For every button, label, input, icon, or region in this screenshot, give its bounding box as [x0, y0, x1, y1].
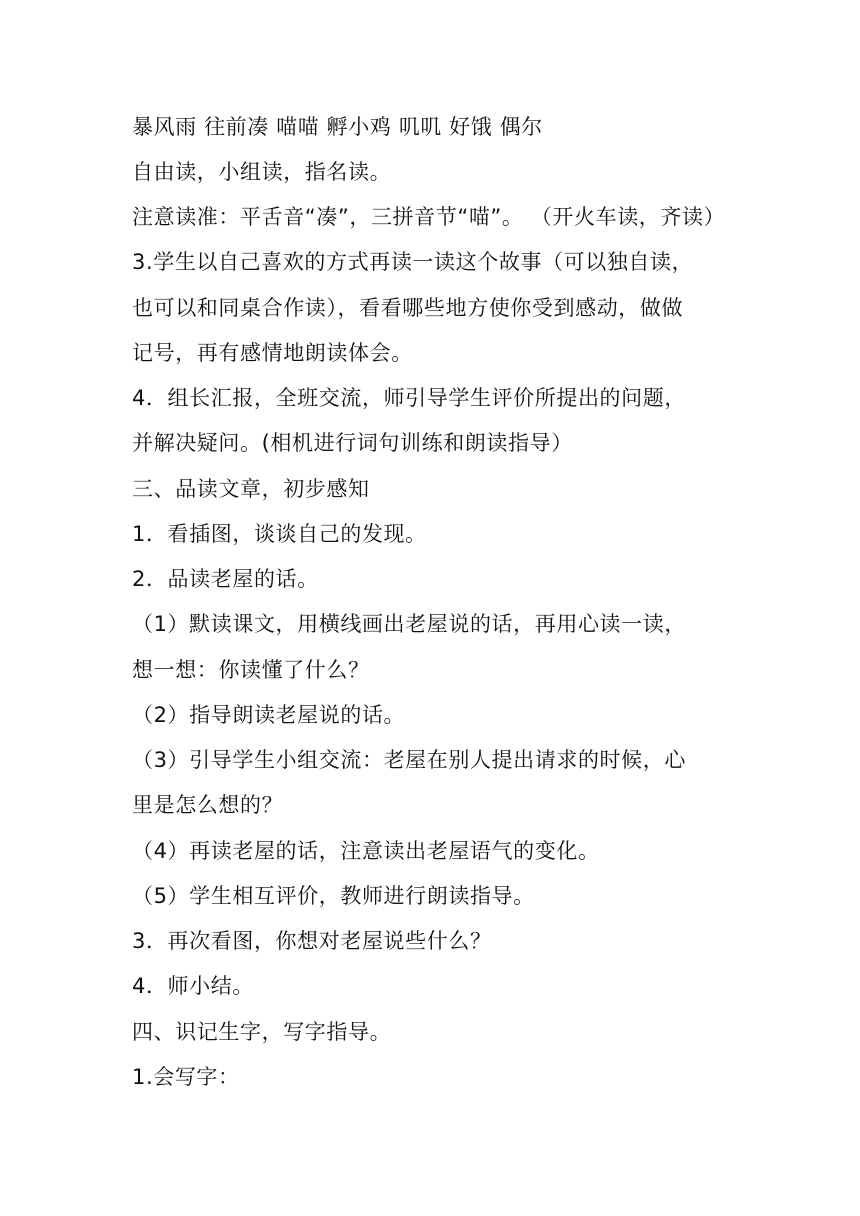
- sub-item-1-line-2: 想一想：你读懂了什么？: [132, 658, 370, 682]
- step-3-line-1: 3.学生以自己喜欢的方式再读一读这个故事（可以独自读，: [132, 250, 694, 274]
- reading-methods-line: 自由读，小组读，指名读。: [132, 160, 392, 184]
- step-4-line-2: 并解决疑问。(相机进行词句训练和朗读指导）: [132, 431, 573, 455]
- step-4-line-1: 4．组长汇报，全班交流，师引导学生评价所提出的问题，: [132, 386, 686, 410]
- sub-item-3-line-1: （3）引导学生小组交流：老屋在别人提出请求的时候，心: [132, 748, 686, 772]
- step-3-line-3: 记号，再有感情地朗读体会。: [132, 341, 413, 365]
- sub-item-4: （4）再读老屋的话，注意读出老屋语气的变化。: [132, 839, 600, 863]
- sub-item-2: （2）指导朗读老屋说的话。: [132, 703, 406, 727]
- section-3-item-4: 4．师小结。: [132, 974, 254, 998]
- pronunciation-note-line: 注意读准：平舌音“凑”，三拼音节“喵”。 （开火车读，齐读）: [132, 205, 726, 229]
- sub-item-1-line-1: （1）默读课文，用横线画出老屋说的话，再用心读一读，: [132, 612, 686, 636]
- section-4-heading: 四、识记生字，写字指导。: [132, 1020, 392, 1044]
- section-3-item-3: 3．再次看图，你想对老屋说些什么？: [132, 929, 492, 953]
- section-4-item-1: 1.会写字：: [132, 1065, 240, 1089]
- step-3-line-2: 也可以和同桌合作读），看看哪些地方使你受到感动，做做: [132, 296, 684, 320]
- section-3-heading: 三、品读文章，初步感知: [132, 477, 370, 501]
- vocabulary-line: 暴风雨 往前凑 喵喵 孵小鸡 叽叽 好饿 偶尔: [132, 115, 543, 139]
- sub-item-3-line-2: 里是怎么想的？: [132, 793, 284, 817]
- section-3-item-2: 2．品读老屋的话。: [132, 567, 319, 591]
- section-3-item-1: 1．看插图，谈谈自己的发现。: [132, 522, 427, 546]
- sub-item-5: （5）学生相互评价，教师进行朗读指导。: [132, 884, 535, 908]
